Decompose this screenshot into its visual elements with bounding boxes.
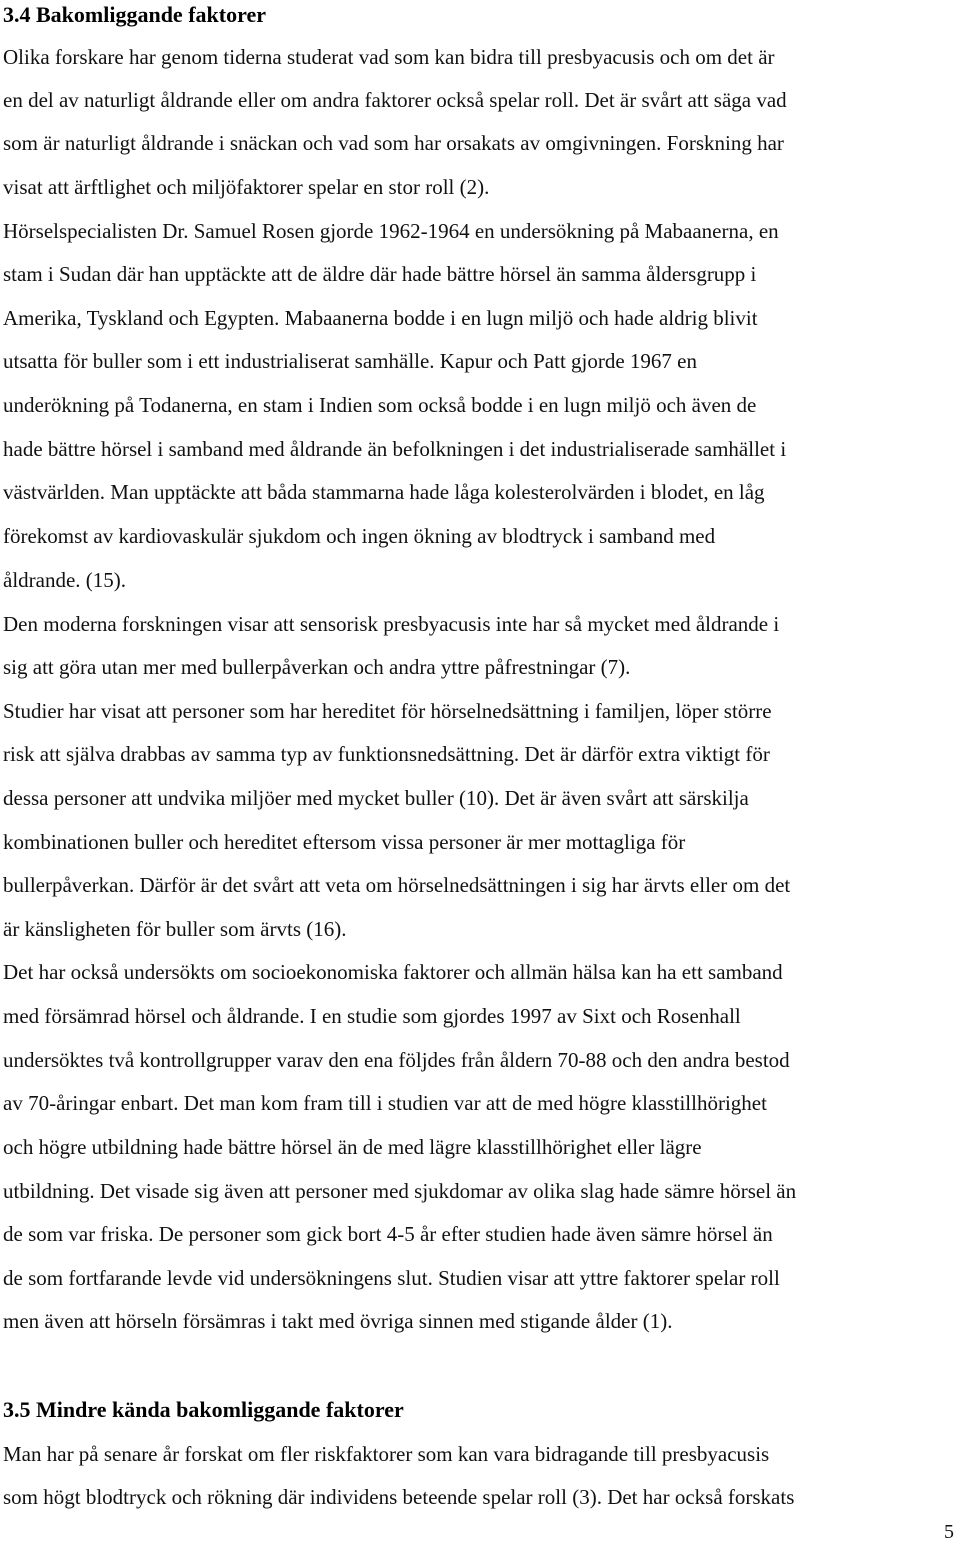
paragraph-line: Studier har visat att personer som har hereditet för hörselnedsättning i familjen, löper större <box>3 699 772 723</box>
paragraph-line: Amerika, Tyskland och Egypten. Mabaanerna bodde i en lugn miljö och hade aldrig blivit <box>3 306 758 330</box>
paragraph-line: Det har också undersökts om socioekonomiska faktorer och allmän hälsa kan ha ett samband <box>3 960 783 984</box>
paragraph-line: åldrande. (15). <box>3 568 127 592</box>
page-number: 5 <box>944 1521 954 1543</box>
paragraph-line: undersöktes två kontrollgrupper varav den ena följdes från åldern 70-88 och den andra bestod <box>3 1048 790 1072</box>
paragraph-line: som är naturligt åldrande i snäckan och vad som har orsakats av omgivningen. Forskning har <box>3 131 784 155</box>
paragraph-line: sig att göra utan mer med bullerpåverkan och andra yttre påfrestningar (7). <box>3 655 631 679</box>
paragraph-line: utbildning. Det visade sig även att personer med sjukdomar av olika slag hade sämre hörsel än <box>3 1179 797 1203</box>
paragraph-line: och högre utbildning hade bättre hörsel än de med lägre klasstillhörighet eller lägre <box>3 1135 702 1159</box>
paragraph-line: bullerpåverkan. Därför är det svårt att veta om hörselnedsättningen i sig har ärvts eller om det <box>3 873 791 897</box>
paragraph-line: med försämrad hörsel och åldrande. I en studie som gjordes 1997 av Sixt och Rosenhall <box>3 1004 741 1028</box>
paragraph-line: förekomst av kardiovaskulär sjukdom och ingen ökning av blodtryck i samband med <box>3 524 716 548</box>
section-heading-3-4: 3.4 Bakomliggande faktorer <box>3 2 266 27</box>
paragraph-line: de som fortfarande levde vid undersökningens slut. Studien visar att yttre faktorer spelar roll <box>3 1266 780 1290</box>
section-heading-3-5: 3.5 Mindre kända bakomliggande faktorer <box>3 1397 404 1422</box>
paragraph-line: underökning på Todanerna, en stam i Indien som också bodde i en lugn miljö och även de <box>3 393 757 417</box>
paragraph-line: västvärlden. Man upptäckte att båda stammarna hade låga kolesterolvärden i blodet, en låg <box>3 480 765 504</box>
paragraph-line: Hörselspecialisten Dr. Samuel Rosen gjorde 1962-1964 en undersökning på Mabaanerna, en <box>3 219 779 243</box>
paragraph-line: visat att ärftlighet och miljöfaktorer spelar en stor roll (2). <box>3 175 490 199</box>
paragraph-line: som högt blodtryck och rökning där individens beteende spelar roll (3). Det har också forskats <box>3 1485 795 1509</box>
paragraph-line: kombinationen buller och hereditet eftersom vissa personer är mer mottagliga för <box>3 830 686 854</box>
paragraph-line: Man har på senare år forskat om fler riskfaktorer som kan vara bidragande till presbyacusis <box>3 1442 770 1466</box>
paragraph-line: risk att själva drabbas av samma typ av funktionsnedsättning. Det är därför extra viktigt för <box>3 742 770 766</box>
paragraph-line: hade bättre hörsel i samband med åldrande än befolkningen i det industrialiserade samhället i <box>3 437 787 461</box>
paragraph-line: en del av naturligt åldrande eller om andra faktorer också spelar roll. Det är svårt att säga vad <box>3 88 787 112</box>
paragraph-line: dessa personer att undvika miljöer med mycket buller (10). Det är även svårt att särskilja <box>3 786 749 810</box>
paragraph-line: är känsligheten för buller som ärvts (16). <box>3 917 347 941</box>
paragraph-line: av 70-åringar enbart. Det man kom fram till i studien var att de med högre klasstillhörighet <box>3 1091 767 1115</box>
paragraph-line: men även att hörseln försämras i takt med övriga sinnen med stigande ålder (1). <box>3 1309 673 1333</box>
paragraph-line: utsatta för buller som i ett industrialiserat samhälle. Kapur och Patt gjorde 1967 en <box>3 349 697 373</box>
paragraph-line: de som var friska. De personer som gick bort 4-5 år efter studien hade även sämre hörsel än <box>3 1222 773 1246</box>
paragraph-line: stam i Sudan där han upptäckte att de äldre där hade bättre hörsel än samma åldersgrupp i <box>3 262 757 286</box>
paragraph-line: Olika forskare har genom tiderna studerat vad som kan bidra till presbyacusis och om det är <box>3 45 775 69</box>
paragraph-line: Den moderna forskningen visar att sensorisk presbyacusis inte har så mycket med åldrande i <box>3 612 780 636</box>
